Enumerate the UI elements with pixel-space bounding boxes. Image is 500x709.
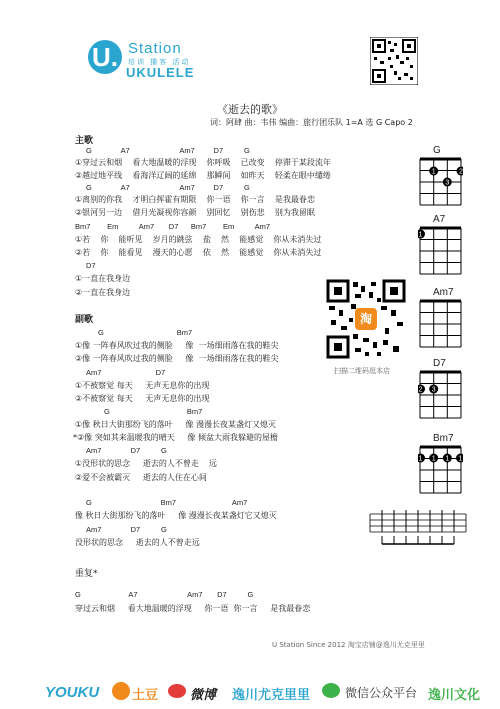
tudou-logo: 土豆 (132, 687, 159, 702)
qr-code-top (370, 37, 418, 85)
lyric-line: ②爱不会被霸灭 逝去的人住在心间 (75, 473, 207, 482)
tudou-icon (112, 682, 130, 700)
culture-logo: 逸川文化 (428, 687, 481, 702)
lyric-line: ①不被察觉 每天 无声无息你的出现 (75, 381, 210, 390)
section-chorus-heading: 副歌 (75, 315, 94, 325)
chord-diagram-am7 (418, 299, 463, 349)
chord-diagram-bm7 (418, 445, 463, 495)
logo-ukulele: UKULELE (126, 65, 195, 80)
strum-pattern (368, 500, 468, 548)
logo-tagline: 培训 播客 活动 (128, 58, 191, 66)
song-credits: 词：阿肆 曲：韦伟 编曲：旅行团乐队 1=A 选 G Capo 2 (210, 118, 413, 127)
lyric-line: ②银河另一边 借月光凝视你容颜 别回忆 别伤悲 别为我留眠 (75, 208, 315, 217)
lyric-line: *②像 突如其来温暖我的晴天 像 倾盆大雨我躲避的屋檐 (73, 433, 278, 442)
chord-line: G Bm7 (104, 407, 203, 416)
footer-note: U Station Since 2012 淘宝店铺@逸川尤克里里 (272, 641, 425, 649)
chord-line: Am7 D7 G (86, 446, 167, 455)
chord-line: G A7 Am7 D7 G (86, 183, 250, 192)
logo-station: Station (128, 40, 182, 57)
lyric-line: ②越过地平线 看海洋辽阔的延绵 那瞬间 如昨天 轻柔在眼中缱绻 (75, 171, 331, 180)
chord-line: Am7 D7 G (86, 525, 167, 534)
lyric-line: 穿过云和烟 看大地温暖的浮现 你一语 你一言 是我最眷恋 (75, 604, 311, 613)
lyric-line: 像 秋日大街那纷飞的落叶 像 漫漫长夜某盏灯它又熄灭 (75, 511, 277, 520)
chord-name-d7: D7 (433, 358, 446, 369)
wechat-label: 微信公众平台 (345, 686, 418, 700)
chord-line: G Bm7 Am7 (86, 498, 248, 507)
svg-text:1: 1 (431, 168, 436, 176)
svg-text:2: 2 (418, 386, 423, 394)
svg-text:1: 1 (418, 455, 423, 463)
lyric-line: ②不被察觉 每天 无声无息你的出现 (75, 394, 210, 403)
chord-line: D7 (86, 261, 96, 270)
svg-text:3: 3 (431, 386, 436, 394)
weibo-logo: 微博 (190, 687, 217, 702)
lyric-line: ②像 一阵春风吹过我的侧脸 像 一场细雨落在我的鞋尖 (75, 354, 279, 363)
qr-caption: 扫描二维码逛本店 (334, 367, 390, 375)
svg-text:2: 2 (459, 168, 463, 176)
lyric-line: ①离别的你我 才明白挥霍有期限 你一语 你一言 是我最眷恋 (75, 195, 315, 204)
chord-name-bm7: Bm7 (433, 433, 454, 444)
lyric-line: 没形状的思念 逝去的人不曾走远 (75, 538, 200, 547)
svg-text:3: 3 (445, 179, 450, 187)
lyric-line: ②若 你 能看见 漫天的心愿 依 然 能感觉 你从未消失过 (75, 248, 322, 257)
lyric-line: ①没形状的思念 逝去的人不曾走 远 (75, 459, 218, 468)
chord-line: Am7 D7 (86, 368, 166, 377)
lyric-line: ①像 一阵春风吹过我的侧脸 像 一场细雨落在我的鞋尖 (75, 341, 279, 350)
chord-line: G A7 Am7 D7 G (86, 146, 250, 155)
chord-line: G A7 Am7 D7 G (75, 590, 254, 599)
svg-text:1: 1 (431, 455, 436, 463)
lyric-line: ①若 你 能听见 岁月的跳弦 盐 然 能感觉 你从未消失过 (75, 235, 322, 244)
chord-name-a7: A7 (433, 214, 446, 225)
section-verse-heading: 主歌 (75, 136, 94, 146)
weibo-icon (168, 684, 186, 698)
youku-logo: YOUKU (45, 684, 100, 701)
song-title: 《逝去的歌》 (217, 103, 283, 116)
chord-line: Bm7 Em Am7 D7 Bm7 Em Am7 (75, 222, 271, 231)
svg-text:1: 1 (445, 455, 450, 463)
chord-name-am7: Am7 (433, 287, 454, 298)
lyric-line: ①穿过云和烟 看大地温暖的浮现 你呼吸 已改变 停滞于某段流年 (75, 158, 331, 167)
wechat-icon (322, 683, 340, 698)
lyric-line: ①一直在我身边 (75, 274, 131, 283)
shop-name: 逸川尤克里里 (232, 687, 311, 702)
lyric-line: ②一直在我身边 (75, 288, 131, 297)
svg-text:1: 1 (458, 455, 463, 463)
shop-badge: 淘 (359, 312, 372, 326)
section-repeat-heading: 重复* (75, 569, 98, 579)
chord-diagram-g (418, 157, 463, 207)
chord-line: G Bm7 (98, 328, 193, 337)
chord-name-g: G (433, 145, 441, 156)
logo-mark: U. (88, 40, 122, 74)
svg-text:1: 1 (418, 231, 423, 239)
lyric-line: ①像 秋日大街那纷飞的落叶 像 漫漫长夜某盏灯又熄灭 (75, 420, 276, 429)
chord-diagram-a7 (418, 226, 463, 276)
chord-diagram-d7 (418, 370, 463, 420)
